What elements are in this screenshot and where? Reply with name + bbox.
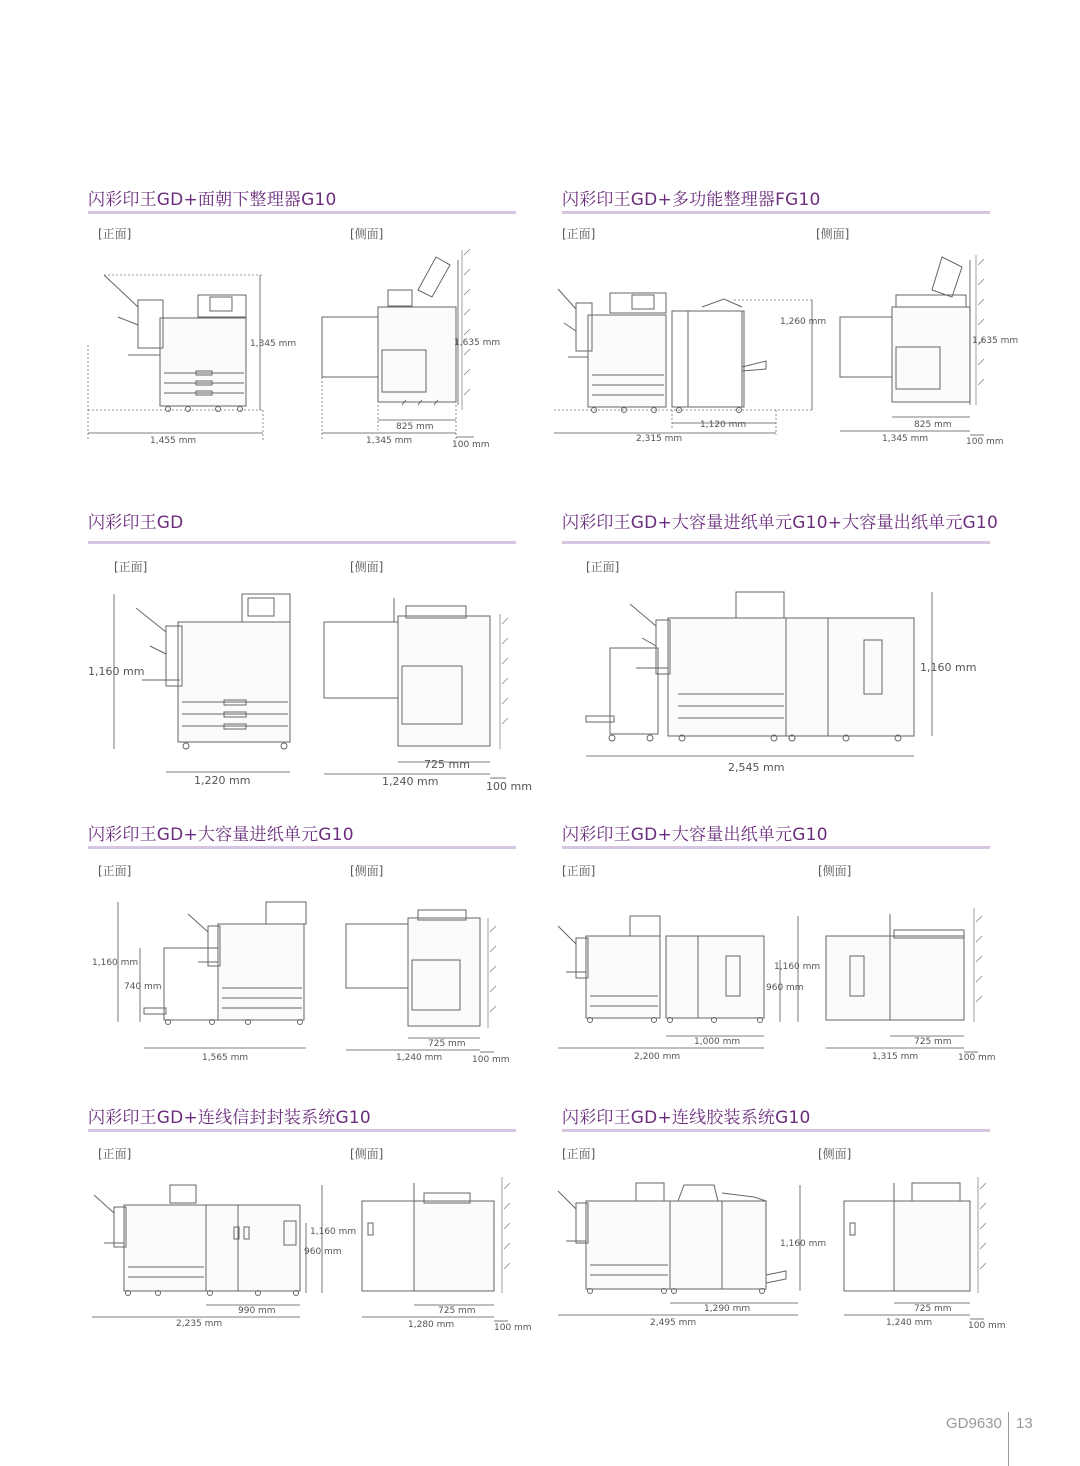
side-view-label: [侧面] (818, 1147, 852, 1161)
section-divider (562, 211, 990, 214)
front-height-dim: 1,160 mm (774, 962, 821, 972)
front-view-diagram (88, 892, 318, 1072)
front-view-label: [正面] (98, 1147, 132, 1161)
front-height-dim: 1,160 mm (920, 661, 977, 674)
side-gap-dim: 100 mm (968, 1321, 1006, 1331)
section-divider (88, 541, 516, 544)
section-title: 闪彩印王GD+多功能整理器FG10 (562, 190, 821, 210)
front-view-label: [正面] (562, 227, 596, 241)
front-view-diagram (88, 1175, 358, 1335)
front-view-label: [正面] (586, 560, 620, 574)
side-depth-dim: 725 mm (428, 1039, 466, 1049)
front-height2-dim: 740 mm (124, 982, 162, 992)
section-title: 闪彩印王GD+大容量进纸单元G10 (88, 825, 354, 845)
side-gap-dim: 100 mm (966, 437, 1004, 447)
section-title: 闪彩印王GD+大容量出纸单元G10 (562, 825, 828, 845)
section-divider (88, 1129, 516, 1132)
side-depth-dim: 825 mm (914, 420, 952, 430)
page-number: 13 (1016, 1415, 1033, 1432)
front-view-diagram (88, 584, 318, 794)
side-view-label: [侧面] (818, 864, 852, 878)
front-width-dim: 1,455 mm (150, 436, 197, 446)
front-height-dim: 1,160 mm (92, 958, 139, 968)
side-view-diagram (354, 1175, 532, 1335)
side-depth-dim: 725 mm (914, 1037, 952, 1047)
front-width-dim: 2,200 mm (634, 1052, 681, 1062)
side-gap-dim: 100 mm (958, 1053, 996, 1063)
front-width2-dim: 1,290 mm (704, 1304, 751, 1314)
side-view-diagram (838, 1175, 1006, 1335)
section-title: 闪彩印王GD+大容量进纸单元G10+大容量出纸单元G10 (562, 513, 998, 533)
footer-model: GD9630 (946, 1415, 1002, 1432)
front-view-diagram (88, 245, 297, 455)
front-width-dim: 2,545 mm (728, 761, 785, 774)
side-width-dim: 1,315 mm (872, 1052, 919, 1062)
front-width-dim: 1,220 mm (194, 774, 251, 787)
section-divider (562, 846, 990, 849)
section-divider (562, 1129, 990, 1132)
section-divider (88, 846, 516, 849)
side-gap-dim: 100 mm (472, 1055, 510, 1065)
side-width-dim: 1,240 mm (886, 1318, 933, 1328)
side-gap-dim: 100 mm (486, 780, 532, 793)
front-height-dim: 1,260 mm (780, 317, 827, 327)
side-view-label: [侧面] (350, 227, 384, 241)
front-height2-dim: 960 mm (766, 983, 804, 993)
side-view-label: [侧面] (350, 1147, 384, 1161)
side-view-diagram (832, 245, 1019, 455)
section-title: 闪彩印王GD+面朝下整理器G10 (88, 190, 337, 210)
front-view-diagram (554, 1175, 827, 1335)
side-width-dim: 1,345 mm (366, 436, 413, 446)
front-width-dim: 1,565 mm (202, 1053, 249, 1063)
front-height-dim: 1,160 mm (780, 1239, 827, 1249)
side-width-dim: 1,240 mm (396, 1053, 443, 1063)
side-width-dim: 1,280 mm (408, 1320, 455, 1330)
side-depth-dim: 725 mm (424, 758, 470, 771)
section-title: 闪彩印王GD+连线胶装系统G10 (562, 1108, 811, 1128)
side-gap-dim: 100 mm (494, 1323, 532, 1333)
side-gap-dim: 100 mm (452, 440, 490, 450)
front-height2-dim: 960 mm (304, 1247, 342, 1257)
front-width-dim: 2,315 mm (636, 434, 683, 444)
side-view-label: [侧面] (350, 864, 384, 878)
front-view-label: [正面] (562, 1147, 596, 1161)
side-view-diagram (818, 892, 996, 1072)
front-view-diagram (582, 584, 992, 784)
side-depth-dim: 725 mm (438, 1306, 476, 1316)
side-view-diagram (342, 892, 518, 1072)
front-view-label: [正面] (98, 864, 132, 878)
section-title: 闪彩印王GD (88, 513, 184, 533)
front-width-dim: 2,235 mm (176, 1319, 223, 1329)
front-view-diagram (554, 245, 827, 455)
section-divider (88, 211, 516, 214)
side-width-dim: 1,345 mm (882, 434, 929, 444)
front-height-dim: 1,160 mm (310, 1227, 357, 1237)
front-view-diagram (554, 892, 821, 1072)
side-height-dim: 1,635 mm (454, 338, 501, 348)
side-depth-dim: 725 mm (914, 1304, 952, 1314)
front-width-dim: 2,495 mm (650, 1318, 697, 1328)
front-view-label: [正面] (562, 864, 596, 878)
section-divider (562, 541, 990, 544)
side-view-diagram (320, 584, 532, 794)
side-width-dim: 1,240 mm (382, 775, 439, 788)
front-width2-dim: 990 mm (238, 1306, 276, 1316)
side-view-label: [侧面] (350, 560, 384, 574)
side-height-dim: 1,635 mm (972, 336, 1019, 346)
side-view-label: [侧面] (816, 227, 850, 241)
front-height-dim: 1,345 mm (250, 339, 297, 349)
front-view-label: [正面] (114, 560, 148, 574)
front-height-dim: 1,160 mm (88, 665, 145, 678)
side-view-diagram (318, 245, 518, 455)
side-depth-dim: 825 mm (396, 422, 434, 432)
front-width2-dim: 1,120 mm (700, 420, 747, 430)
front-view-label: [正面] (98, 227, 132, 241)
footer-divider (1008, 1412, 1009, 1466)
section-title: 闪彩印王GD+连线信封封装系统G10 (88, 1108, 371, 1128)
front-width2-dim: 1,000 mm (694, 1037, 741, 1047)
